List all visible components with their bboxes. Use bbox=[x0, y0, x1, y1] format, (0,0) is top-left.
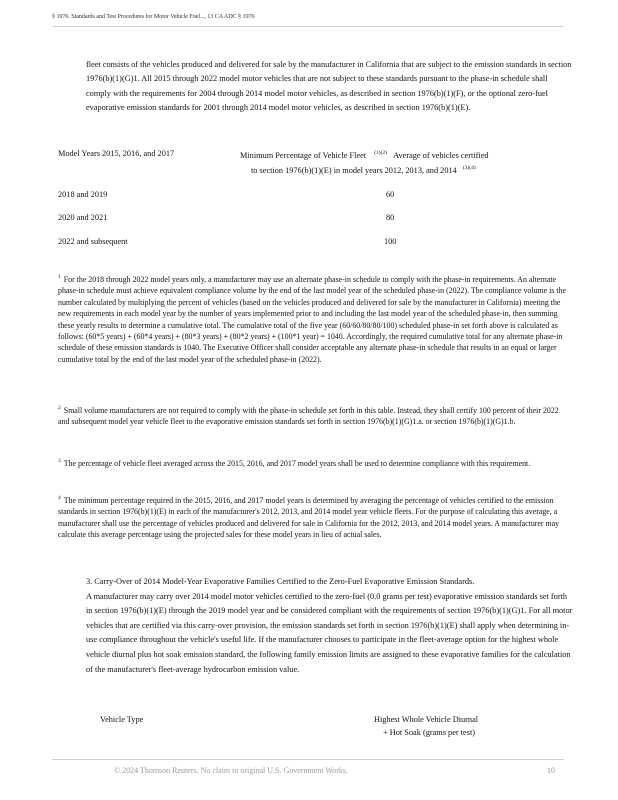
table-row-years: 2018 and 2019 bbox=[58, 190, 108, 199]
table2-col2-header-line2: + Hot Soak (grams per test) bbox=[383, 728, 476, 737]
footnote-text: The percentage of vehicle fleet averaged across the 2015, 2016, and 2017 model years shall be used to determine compliance with this requirement. bbox=[63, 459, 531, 468]
page-number: 10 bbox=[547, 766, 555, 775]
intro-text: fleet consists of the vehicles produced and delivered for sale by the manufacturer in California that are subject to the emission standards in section 1976(b)(1)(G)1. All 2015 through 2022 model motor vehicles that are not subject to these standards pursuant to the phase-in schedule shall comply with the requirements for 2004 through 2014 model motor vehicles, as described in section 1976(b)(1)(F), or the optional zero-fuel evaporative emission standards for 2001 through 2014 model motor vehicles, as described in section 1976(b)(1)(E). bbox=[86, 60, 572, 113]
table-row-percent: 60 bbox=[386, 190, 395, 199]
col2-header-text-b: Average of vehicles certified bbox=[393, 151, 489, 160]
footnote-2 bbox=[58, 405, 572, 428]
footnote-3 bbox=[58, 458, 572, 469]
footer-divider bbox=[52, 759, 564, 760]
table-row-years: 2020 and 2021 bbox=[58, 213, 108, 222]
col2-header-text-2: to section 1976(b)(1)(E) in model years 2012, 2013, and 2014 bbox=[251, 166, 457, 175]
col2-header-text: Minimum Percentage of Vehicle Fleet bbox=[240, 151, 367, 160]
table-col2-header-line2 bbox=[251, 165, 476, 176]
table-row-years: 2022 and subsequent bbox=[58, 237, 128, 246]
footnote-text: The minimum percentage required in the 2015, 2016, and 2017 model years is determined by averaging the percentage of vehicles certified to the emission standards in section 1976(b)(1)(E) in each of the manufacturer's 2012, 2013, and 2014 model year vehicle fleets. For the purpose of calculating this average, a manufacturer shall use the percentage of vehicles produced and delivered for sale in California for the 2012, 2013, and 2014 model years. A manufacturer may calculate this average percentage using the projected sales for these model years in lieu of actual sales. bbox=[58, 496, 560, 540]
footnote-ref-3-4: (3)(4) bbox=[462, 165, 476, 172]
table-col2-header-line1 bbox=[240, 150, 489, 161]
intro-paragraph bbox=[86, 58, 574, 116]
footnote-mark: 4 bbox=[58, 495, 61, 502]
footnote-4 bbox=[58, 495, 572, 541]
table-row-percent: 80 bbox=[386, 213, 395, 222]
copyright-notice: © 2024 Thomson Reuters. No claim to original U.S. Government Works. bbox=[114, 766, 349, 775]
footnote-1 bbox=[58, 274, 572, 365]
table-row-percent: 100 bbox=[384, 237, 397, 246]
section-3-heading: 3. Carry-Over of 2014 Model-Year Evaporative Families Certified to the Zero-Fuel Evaporative Emission Standards. bbox=[86, 577, 475, 586]
footnote-mark: 3 bbox=[58, 458, 61, 465]
section-3 bbox=[86, 575, 574, 677]
footnote-mark: 2 bbox=[58, 405, 61, 412]
footnote-mark: 1 bbox=[58, 274, 61, 281]
table2-col1-header: Vehicle Type bbox=[100, 715, 144, 724]
table-col1-header: Model Years 2015, 2016, and 2017 bbox=[58, 149, 175, 158]
table2-col2-header-line1: Highest Whole Vehicle Diurnal bbox=[374, 715, 479, 724]
footnote-text: For the 2018 through 2022 model years only, a manufacturer may use an alternate phase-in schedule to comply with the phase-in requirements. An alternate phase-in schedule must achieve equivalent compliance volume by the end of the last model year of the scheduled phase-in (2022). The compliance volume is the number calculated by multiplying the percent of vehicles (based on the vehicles produced and delivered for sale by the manufacturer in California) meeting the new requirements in each model year by the number of years implemented prior to and including the last model year of the scheduled phase-in, then summing these yearly results to determine a cumulative total. The cumulative total of the five year (60/60/80/80/100) scheduled phase-in set forth above is calculated as follows: (60*5 years) + (60*4 years) + (80*3 years) + (80*2 years) + (100*1 year) = 1040. Accordingly, the required cumulative total for any alternate phase-in schedule of these emission standards is 1040. The Executive Officer shall consider acceptable any alternate phase-in schedule that results in an equal or larger cumulative total by the end of the last model year of the scheduled phase-in (2022). bbox=[58, 275, 566, 364]
section-3-body: A manufacturer may carry over 2014 model motor vehicles certified to the zero-fuel (0.0 grams per test) evaporative emission standards set forth in section 1976(b)(1)(E) through the 2019 model year and be considered compliant with the requirements of section 1976(b)(1)(G)1. For all motor vehicles that are certified via this carry-over provision, the emission standards set forth in section 1976(b)(1)(E) shall apply when determining in-use compliance throughout the vehicle's useful life. If the manufacturer chooses to participate in the fleet-average option for the highest whole vehicle diurnal plus hot soak emission standard, the following family emission limits are assigned to these evaporative families for the calculation of the manufacturer's fleet-average hydrocarbon emission value. bbox=[86, 591, 573, 674]
running-head: § 1976. Standards and Test Procedures for Motor Vehicle Fuel..., 13 CA ADC § 1976 bbox=[52, 13, 255, 20]
footnote-ref-1-2: (1)(2) bbox=[374, 150, 388, 157]
footnote-text: Small volume manufacturers are not required to comply with the phase-in schedule set forth in this table. Instead, they shall certify 100 percent of their 2022 and subsequent model year vehicle fleet to the evaporative emission standards set forth in section 1976(b)(1)(G)1.a. or section 1976(b)(1)(G)1.b. bbox=[58, 406, 559, 427]
header-divider bbox=[52, 26, 564, 27]
